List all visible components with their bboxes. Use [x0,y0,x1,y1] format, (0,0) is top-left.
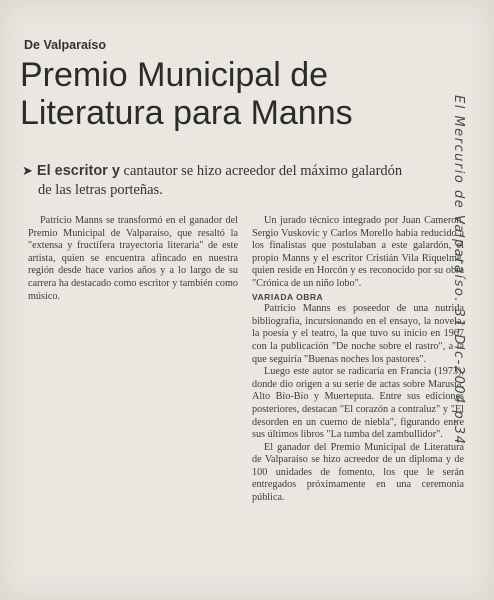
lead-text: cantautor se hizo acreedor del máximo galardón [123,163,403,179]
headline-line-2: Literatura para Manns [20,94,353,132]
body-paragraph: Un jurado técnico integrado por Juan Cameron, Sergio Vuskovic y Carlos Morello había reducido a los finalistas que postulaban a este galardón, el propio Manns y el escritor Cristián Vila Riquelme, quien reside en Horcón y es reconocido por su obra "Crónica de un niño lobo". [252,215,464,289]
lead-paragraph [22,162,452,200]
arrow-icon: ➤ [22,164,33,179]
subheading: VARIADA OBRA [252,291,324,302]
headline-line-1: Premio Municipal de [20,56,329,94]
headline [20,56,460,132]
body-paragraph: Patricio Manns es poseedor de una nutrida bibliografía, incursionando en el ensayo, la novela, la poesía y el teatro, la que tuvo su inicio en 1967 con la publicación "De noche sobre el rastro", a la que seguiría "Buenas noches los pastores". [252,303,464,365]
handwritten-annotation: El Mercurio de Valparaíso. 31-Dic-2004 p.34 [451,95,466,446]
lead-text-line-2: de las letras porteñas. [38,182,163,198]
body-paragraph: Patricio Manns se transformó en el ganador del Premio Municipal de Valparaíso, que resaltó la "extensa y fructífera trayectoria literaria" de este artista, quien se encuentra afincado en nuestra región desde hace varios años y a lo largo de su carrera ha destacado como escritor y también como músico. [28,215,238,302]
section-label: De Valparaíso [24,38,106,52]
body-paragraph: Luego este autor se radicaría en Francia (1973), donde dio origen a su serie de actas sobre Marusia, Alto Bío-Bío y Muerteputa. Entre sus ediciones posteriores, destacan "El corazón a contraluz" y "El desorden en un cuerno de niebla", figurando entre sus últimos libros "La tumba del zambullidor". [252,366,464,441]
left-column [28,215,238,303]
right-column [252,215,464,505]
body-paragraph: El ganador del Premio Municipal de Literatura de Valparaíso se hizo acreedor de un diploma y de 100 unidades de fomento, los que le serán entregados próximamente en una ceremonia pública. [252,441,464,504]
lead-bold-text: El escritor y [36,163,120,179]
